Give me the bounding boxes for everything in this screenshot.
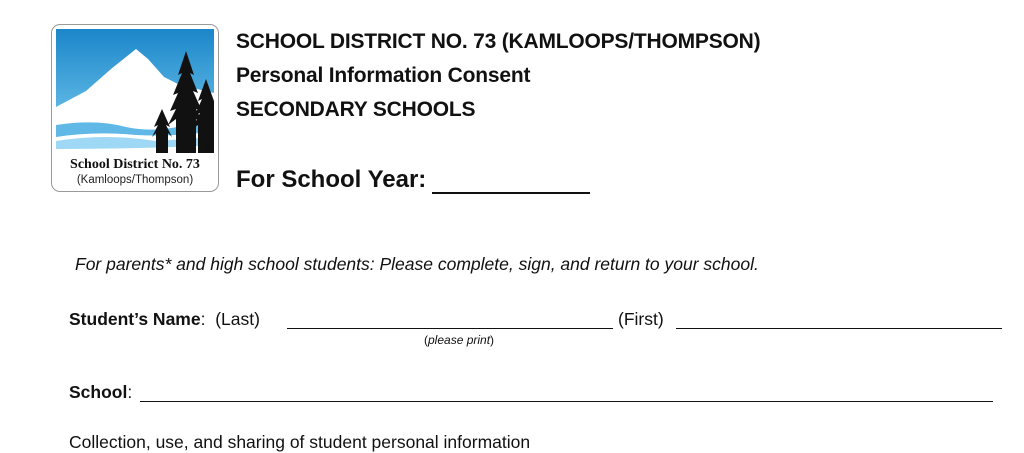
form-title-level: SECONDARY SCHOOLS — [236, 98, 476, 121]
last-name-label: (Last) — [215, 309, 260, 329]
logo-district-name: School District No. 73 — [70, 157, 200, 172]
student-name-row — [69, 309, 260, 330]
first-name-label: (First) — [618, 309, 664, 329]
school-year-field[interactable] — [432, 192, 590, 194]
student-name-label: Student’s Name — [69, 309, 201, 329]
form-title-consent: Personal Information Consent — [236, 64, 531, 87]
note-close-paren: ) — [490, 333, 495, 347]
school-field[interactable] — [140, 401, 993, 402]
note-open-paren: ( — [424, 333, 428, 347]
first-name-field[interactable] — [676, 328, 1002, 329]
school-row — [69, 382, 132, 403]
please-print-note — [424, 333, 494, 347]
logo-district-sub: (Kamloops/Thompson) — [76, 174, 194, 186]
school-colon: : — [127, 382, 133, 402]
school-label: School — [69, 382, 128, 402]
student-name-colon: : — [200, 309, 206, 329]
mountain-tree-emblem — [56, 29, 214, 153]
registered-mark: ® — [204, 144, 210, 153]
next-section-heading: Collection, use, and sharing of student personal information — [69, 432, 531, 452]
note-text: please print — [428, 333, 491, 347]
instructions-text: For parents* and high school students: Please complete, sign, and return to your school. — [75, 254, 759, 274]
last-name-field[interactable] — [287, 328, 613, 329]
school-year-label: For School Year: — [236, 166, 427, 193]
district-logo — [51, 24, 219, 192]
form-title-district: SCHOOL DISTRICT NO. 73 (KAMLOOPS/THOMPSON) — [236, 30, 761, 53]
